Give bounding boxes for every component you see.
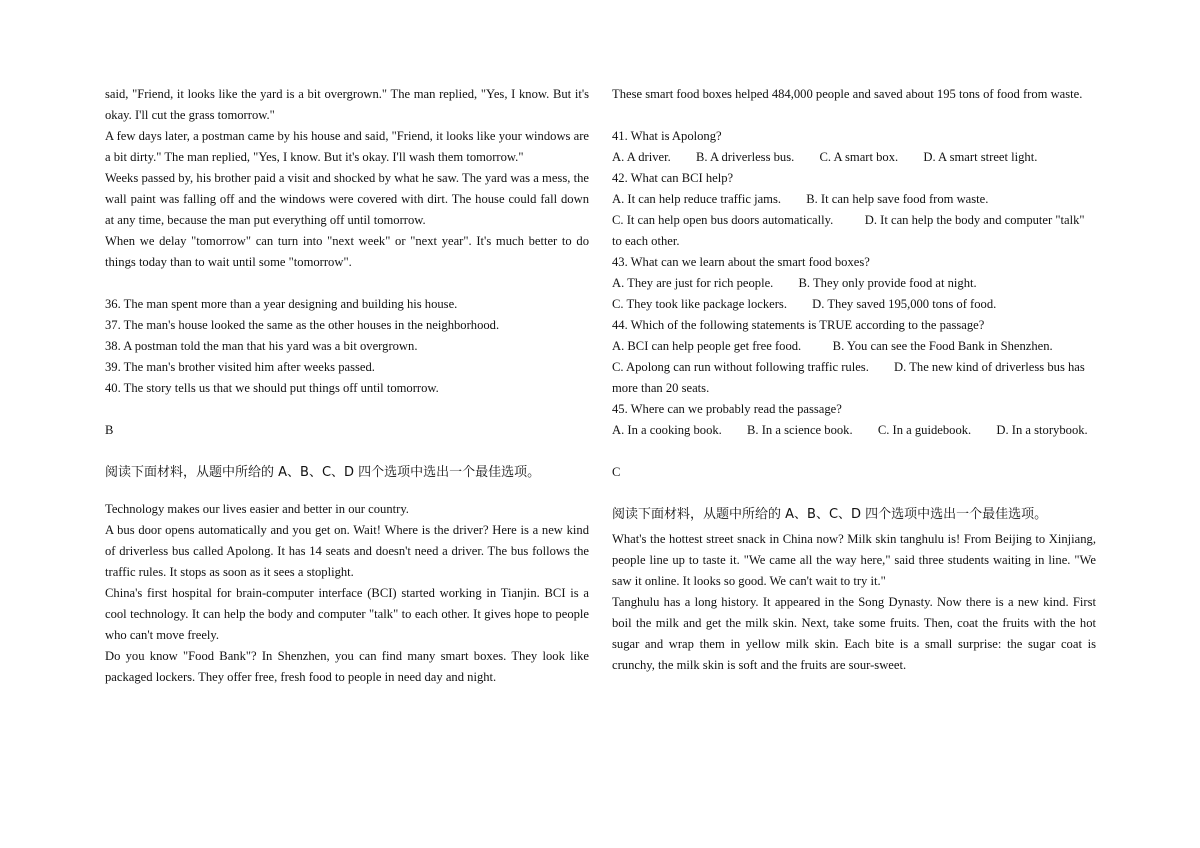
spacer (612, 441, 1096, 462)
question-45: 45. Where can we probably read the passage? (612, 402, 842, 416)
spacer (105, 441, 589, 462)
instruction-b: 阅读下面材料，从题中所给的 A、B、C、D 四个选项中选出一个最佳选项。 (105, 465, 541, 480)
passage-c-paragraph-2: Tanghulu has a long history. It appeared in the Song Dynasty. Now there is a new kind. First boil the milk and get the milk skin. Next, take some fruits. Then, coat the fruits with the hot sugar and wrap them in yellow milk skin. Each bite is a small surprise: the sugar coat is crunchy, the milk skin is soft and the fruits are sour-sweet. (612, 595, 1096, 672)
question-44-options: A. BCI can help people get free food. B. You can see the Food Bank in Shenzhen. C. Apolong can run without following traffic rules. D. The new kind of driverless bus has more than 20 seats. (612, 339, 1085, 395)
statement-38: 38. A postman told the man that his yard was a bit overgrown. (105, 339, 418, 353)
section-c-label: C (612, 465, 621, 479)
instruction-c: 阅读下面材料，从题中所给的 A、B、C、D 四个选项中选出一个最佳选项。 (612, 507, 1048, 522)
question-43: 43. What can we learn about the smart food boxes? (612, 255, 870, 269)
passage-b-paragraph-5: These smart food boxes helped 484,000 people and saved about 195 tons of food from waste. (612, 87, 1083, 101)
question-41-options: A. A driver. B. A driverless bus. C. A smart box. D. A smart street light. (612, 150, 1038, 164)
story-paragraph-4: When we delay "tomorrow" can turn into "next week" or "next year". It's much better to do things today than to wait until some "tomorrow". (105, 234, 589, 269)
question-45-options: A. In a cooking book. B. In a science book. C. In a guidebook. D. In a storybook. (612, 423, 1088, 437)
passage-b-paragraph-1: Technology makes our lives easier and better in our country. (105, 502, 409, 516)
statement-39: 39. The man's brother visited him after weeks passed. (105, 360, 375, 374)
passage-b-paragraph-4: Do you know "Food Bank"? In Shenzhen, you can find many smart boxes. They look like packaged lockers. They offer free, fresh food to people in need day and night. (105, 649, 589, 684)
spacer (105, 273, 589, 294)
passage-b-paragraph-3: China's first hospital for brain-computer interface (BCI) started working in Tianjin. BCI is a cool technology. It can help the body and computer "talk" to each other. It gives hope to people who can't move freely. (105, 586, 589, 642)
story-paragraph-1: said, "Friend, it looks like the yard is a bit overgrown." The man replied, "Yes, I know. But it's okay. I'll cut the grass tomorrow." (105, 87, 589, 122)
statement-37: 37. The man's house looked the same as the other houses in the neighborhood. (105, 318, 500, 332)
spacer (612, 105, 1096, 126)
passage-b-paragraph-2: A bus door opens automatically and you get on. Wait! Where is the driver? Here is a new kind of driverless bus called Apolong. It has 14 seats and doesn't need a driver. The bus follows the traffic rules. It stops as soon as it sees a stoplight. (105, 523, 589, 579)
right-column (612, 84, 1096, 676)
question-43-options: A. They are just for rich people. B. They only provide food at night. C. They took like package lockers. D. They saved 195,000 tons of food. (612, 276, 997, 311)
spacer (612, 483, 1096, 504)
story-paragraph-3: Weeks passed by, his brother paid a visit and shocked by what he saw. The yard was a mess, the wall paint was falling off and the windows were covered with dirt. The house could fall down at any time, because the man put everything off until tomorrow. (105, 171, 589, 227)
question-42: 42. What can BCI help? (612, 171, 734, 185)
statement-36: 36. The man spent more than a year designing and building his house. (105, 297, 458, 311)
question-44: 44. Which of the following statements is TRUE according to the passage? (612, 318, 985, 332)
left-column (105, 84, 589, 688)
statement-40: 40. The story tells us that we should put things off until tomorrow. (105, 381, 439, 395)
passage-c-paragraph-1: What's the hottest street snack in China now? Milk skin tanghulu is! From Beijing to Xinjiang, people line up to taste it. "We came all the way here," said three students waiting in line. "We saw it online. It looks so good. We can't wait to try it." (612, 532, 1096, 588)
question-42-options: A. It can help reduce traffic jams. B. It can help save food from waste. C. It can help open bus doors automatically. D. It can help the body and computer "talk" to each other. (612, 192, 1085, 248)
section-b-label: B (105, 423, 114, 437)
question-41: 41. What is Apolong? (612, 129, 722, 143)
story-paragraph-2: A few days later, a postman came by his house and said, "Friend, it looks like your windows are a bit dirty." The man replied, "Yes, I know. But it's okay. I'll wash them tomorrow." (105, 129, 589, 164)
spacer (105, 399, 589, 420)
